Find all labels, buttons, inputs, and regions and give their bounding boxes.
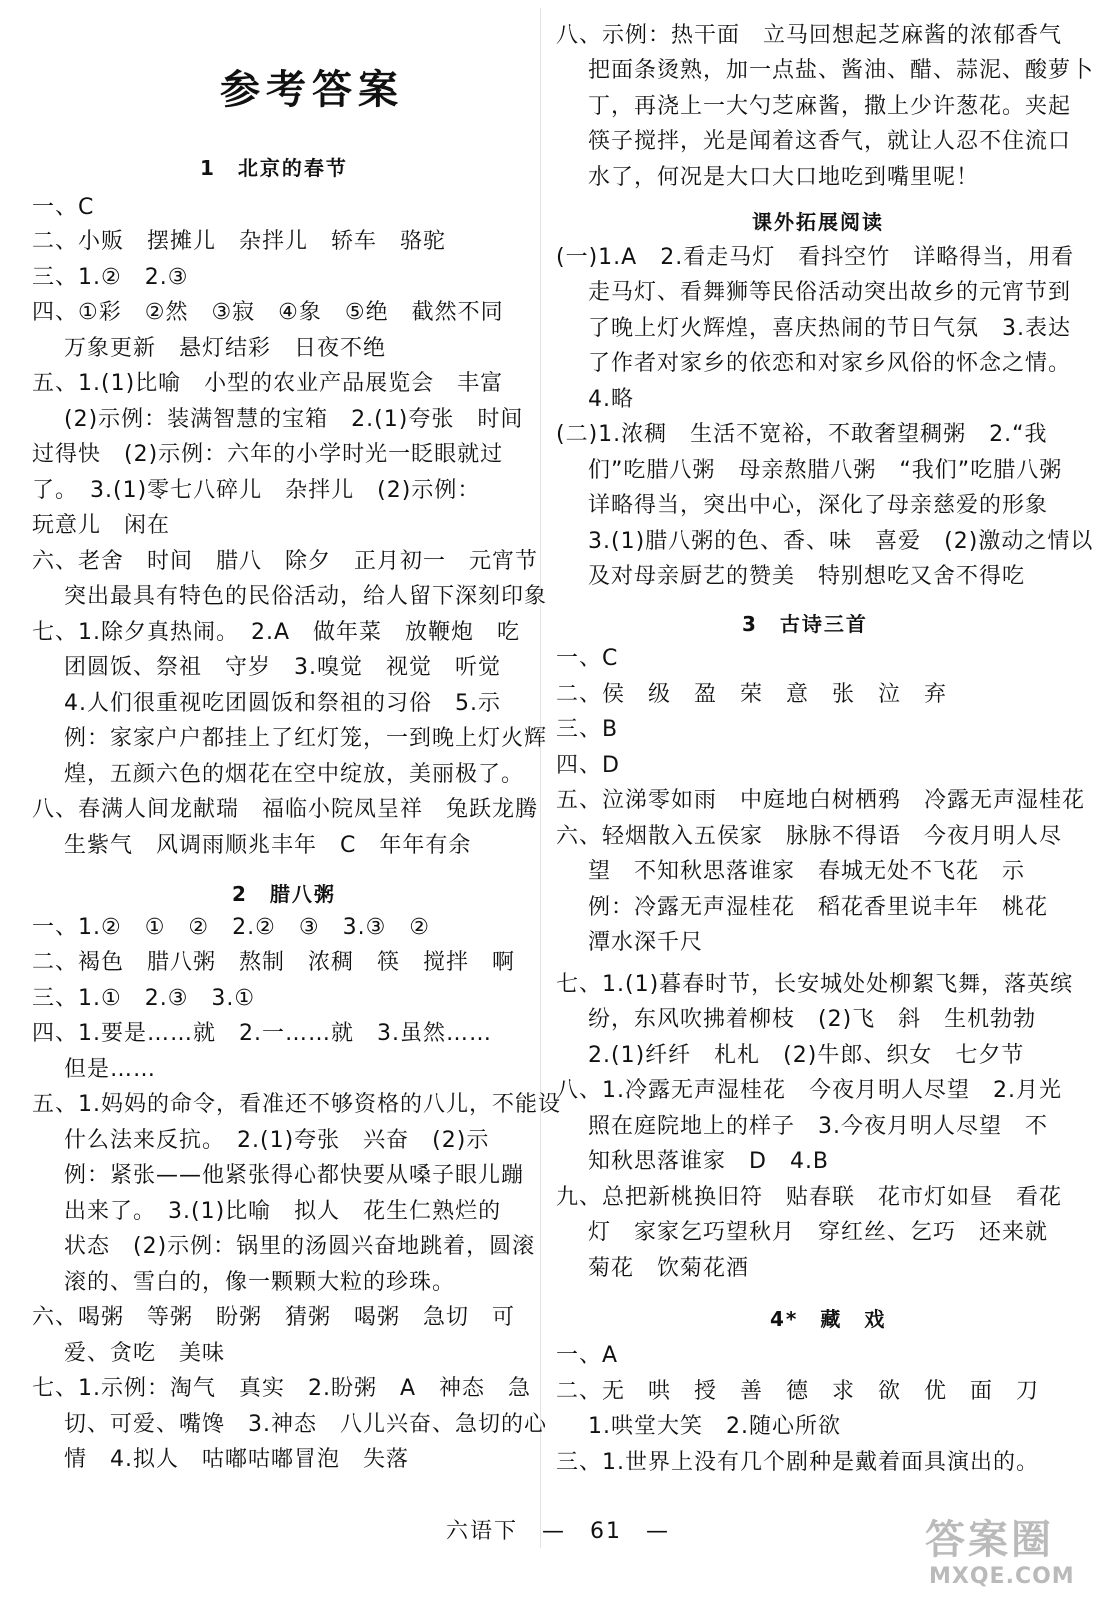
answer-line: 玩意儿 闲在 (32, 513, 171, 538)
answer-line: 照在庭院地上的样子 3.今夜月明人尽望 不 (588, 1114, 1048, 1139)
answer-line: 潭水深千尺 (588, 930, 704, 955)
answer-line: 了作者对家乡的依恋和对家乡风俗的怀念之情。 (588, 351, 1072, 376)
answer-line: 望 不知秋思落谁家 春城无处不飞花 示 (588, 859, 1026, 884)
section-title-extension: 课外拓展阅读 (752, 210, 884, 234)
watermark-text: 答案圈 (925, 1517, 1054, 1563)
answer-line: 把面条烫熟，加一点盐、酱油、醋、蒜泥、酸萝卜 (588, 58, 1095, 83)
answer-line: 例：家家户户都挂上了红灯笼，一到晚上灯火辉 (64, 726, 548, 751)
answer-line: 六、老舍 时间 腊八 除夕 正月初一 元宵节 (32, 549, 539, 574)
answer-line: 七、1.示例：淘气 真实 2.盼粥 A 神态 急 (32, 1376, 532, 1401)
answer-line: 团圆饭、祭祖 守岁 3.嗅觉 视觉 听觉 (64, 655, 501, 680)
watermark-logo (925, 1508, 1095, 1596)
section-title-1: 1 北京的春节 (200, 156, 348, 180)
answer-line: 一、C (556, 646, 619, 671)
answer-line: 滚的、雪白的，像一颗颗大粒的珍珠。 (64, 1270, 456, 1295)
watermark-url: MXQE.COM (929, 1564, 1075, 1589)
answer-line: 2.(1)纤纤 札札 (2)牛郎、织女 七夕节 (588, 1043, 1025, 1068)
answer-line: 纷，东风吹拂着柳枝 (2)飞 斜 生机勃勃 (588, 1007, 1037, 1032)
answer-line: 情 4.拟人 咕嘟咕嘟冒泡 失落 (64, 1447, 409, 1472)
answer-line: 4.人们很重视吃团圆饭和祭祖的习俗 5.示 (64, 691, 501, 716)
answer-line: 菊花 饮菊花酒 (588, 1256, 750, 1281)
answer-line: 三、1.① 2.③ 3.① (32, 986, 256, 1011)
answer-line: 六、喝粥 等粥 盼粥 猜粥 喝粥 急切 可 (32, 1305, 516, 1330)
answer-line: 过得快 (2)示例：六年的小学时光一眨眼就过 (32, 442, 504, 467)
answer-line: 五、1.(1)比喻 小型的农业产品展览会 丰富 (32, 371, 504, 396)
answer-line: 出来了。 3.(1)比喻 拟人 花生仁熟烂的 (64, 1199, 502, 1224)
section-title-3: 3 古诗三首 (742, 612, 868, 636)
section-title-2: 2 腊八粥 (232, 882, 336, 906)
answer-line: 五、泣涕零如雨 中庭地白树栖鸦 冷露无声湿桂花 (556, 788, 1086, 813)
answer-line: 四、①彩 ②然 ③寂 ④象 ⑤绝 截然不同 (32, 300, 504, 325)
answer-line: 爱、贪吃 美味 (64, 1341, 226, 1366)
answer-line: 五、1.妈妈的命令，看准还不够资格的八儿，不能设 (32, 1092, 561, 1117)
answer-line: 们”吃腊八粥 母亲熬腊八粥 “我们”吃腊八粥 (588, 458, 1063, 483)
answer-line: 八、示例：热干面 立马回想起芝麻酱的浓郁香气 (556, 23, 1063, 48)
answer-line: 知秋思落谁家 D 4.B (588, 1149, 830, 1174)
answer-line: 三、1.② 2.③ (32, 265, 189, 290)
answer-line: 状态 (2)示例：锅里的汤圆兴奋地跳着，圆滚 (64, 1234, 536, 1259)
answer-line: 二、褐色 腊八粥 熬制 浓稠 筷 搅拌 啊 (32, 950, 516, 975)
answer-line: 一、A (556, 1343, 619, 1368)
page-footer: 六语下 — 61 — (446, 1519, 670, 1544)
answer-line: 七、1.除夕真热闹。 2.A 做年菜 放鞭炮 吃 (32, 620, 521, 645)
answer-line: 九、总把新桃换旧符 贴春联 花市灯如昼 看花 (556, 1185, 1063, 1210)
answer-line: (二)1.浓稠 生活不宽裕，不敢奢望稠粥 2.“我 (556, 422, 1048, 447)
answer-line: 六、轻烟散入五侯家 脉脉不得语 今夜月明人尽 (556, 824, 1063, 849)
answer-line: 八、1.冷露无声湿桂花 今夜月明人尽望 2.月光 (556, 1078, 1062, 1103)
answer-line: 例：冷露无声湿桂花 稻花香里说丰年 桃花 (588, 895, 1049, 920)
answer-line: 3.(1)腊八粥的色、香、味 喜爱 (2)激动之情以 (588, 529, 1094, 554)
answer-line: 一、C (32, 195, 95, 220)
answer-line: 四、D (556, 753, 620, 778)
answer-line: 万象更新 悬灯结彩 日夜不绝 (64, 336, 387, 361)
answer-line: 七、1.(1)暮春时节，长安城处处柳絮飞舞，落英缤 (556, 972, 1074, 997)
answer-line: 详略得当，突出中心，深化了母亲慈爱的形象 (588, 493, 1049, 518)
column-divider (540, 8, 541, 1548)
answer-line: 二、无 哄 授 善 德 求 欲 优 面 刀 (556, 1379, 1040, 1404)
answer-line: 突出最具有特色的民俗活动，给人留下深刻印象 (64, 584, 548, 609)
answer-line: 生紫气 风调雨顺兆丰年 C 年年有余 (64, 833, 472, 858)
answer-line: (2)示例：装满智慧的宝箱 2.(1)夸张 时间 (64, 407, 524, 432)
answer-line: 4.略 (588, 387, 634, 412)
answer-line: 筷子搅拌，光是闻着这香气，就让人忍不住流口 (588, 129, 1072, 154)
answer-line: 三、B (556, 717, 619, 742)
section-title-4: 4* 藏 戏 (770, 1307, 887, 1331)
answer-line: 煌，五颜六色的烟花在空中绽放，美丽极了。 (64, 762, 525, 787)
answer-line: 丁，再浇上一大勺芝麻酱，撒上少许葱花。夹起 (588, 94, 1072, 119)
answer-line: 什么法来反抗。 2.(1)夸张 兴奋 (2)示 (64, 1128, 490, 1153)
answer-line: 水了，何况是大口大口地吃到嘴里呢！ (588, 165, 980, 190)
answer-line: 八、春满人间龙献瑞 福临小院凤呈祥 兔跃龙腾 (32, 797, 539, 822)
answer-line: (一)1.A 2.看走马灯 看抖空竹 详略得当，用看 (556, 245, 1075, 270)
answer-line: 了晚上灯火辉煌，喜庆热闹的节日气氛 3.表达 (588, 316, 1071, 341)
answer-line: 1.哄堂大笑 2.随心所欲 (588, 1414, 841, 1439)
answer-line: 切、可爱、嘴馋 3.神态 八儿兴奋、急切的心 (64, 1412, 547, 1437)
answer-line: 四、1.要是……就 2.一……就 3.虽然…… (32, 1021, 492, 1046)
answer-line: 及对母亲厨艺的赞美 特别想吃又舍不得吃 (588, 564, 1026, 589)
answer-line: 但是…… (64, 1057, 157, 1082)
answer-line: 灯 家家乞巧望秋月 穿红丝、乞巧 还来就 (588, 1220, 1049, 1245)
answer-line: 三、1.世界上没有几个剧种是戴着面具演出的。 (556, 1450, 1039, 1475)
answer-line: 二、小贩 摆摊儿 杂拌儿 轿车 骆驼 (32, 229, 447, 254)
answer-line: 了。 3.(1)零七八碎儿 杂拌儿 (2)示例： (32, 478, 481, 503)
page-title: 参考答案 (220, 66, 404, 113)
answer-line: 走马灯、看舞狮等民俗活动突出故乡的元宵节到 (588, 280, 1072, 305)
answer-line: 一、1.② ① ② 2.② ③ 3.③ ② (32, 915, 431, 940)
answer-line: 二、侯 级 盈 荣 意 张 泣 弃 (556, 682, 948, 707)
answer-line: 例：紧张——他紧张得心都快要从嗓子眼儿蹦 (64, 1163, 525, 1188)
